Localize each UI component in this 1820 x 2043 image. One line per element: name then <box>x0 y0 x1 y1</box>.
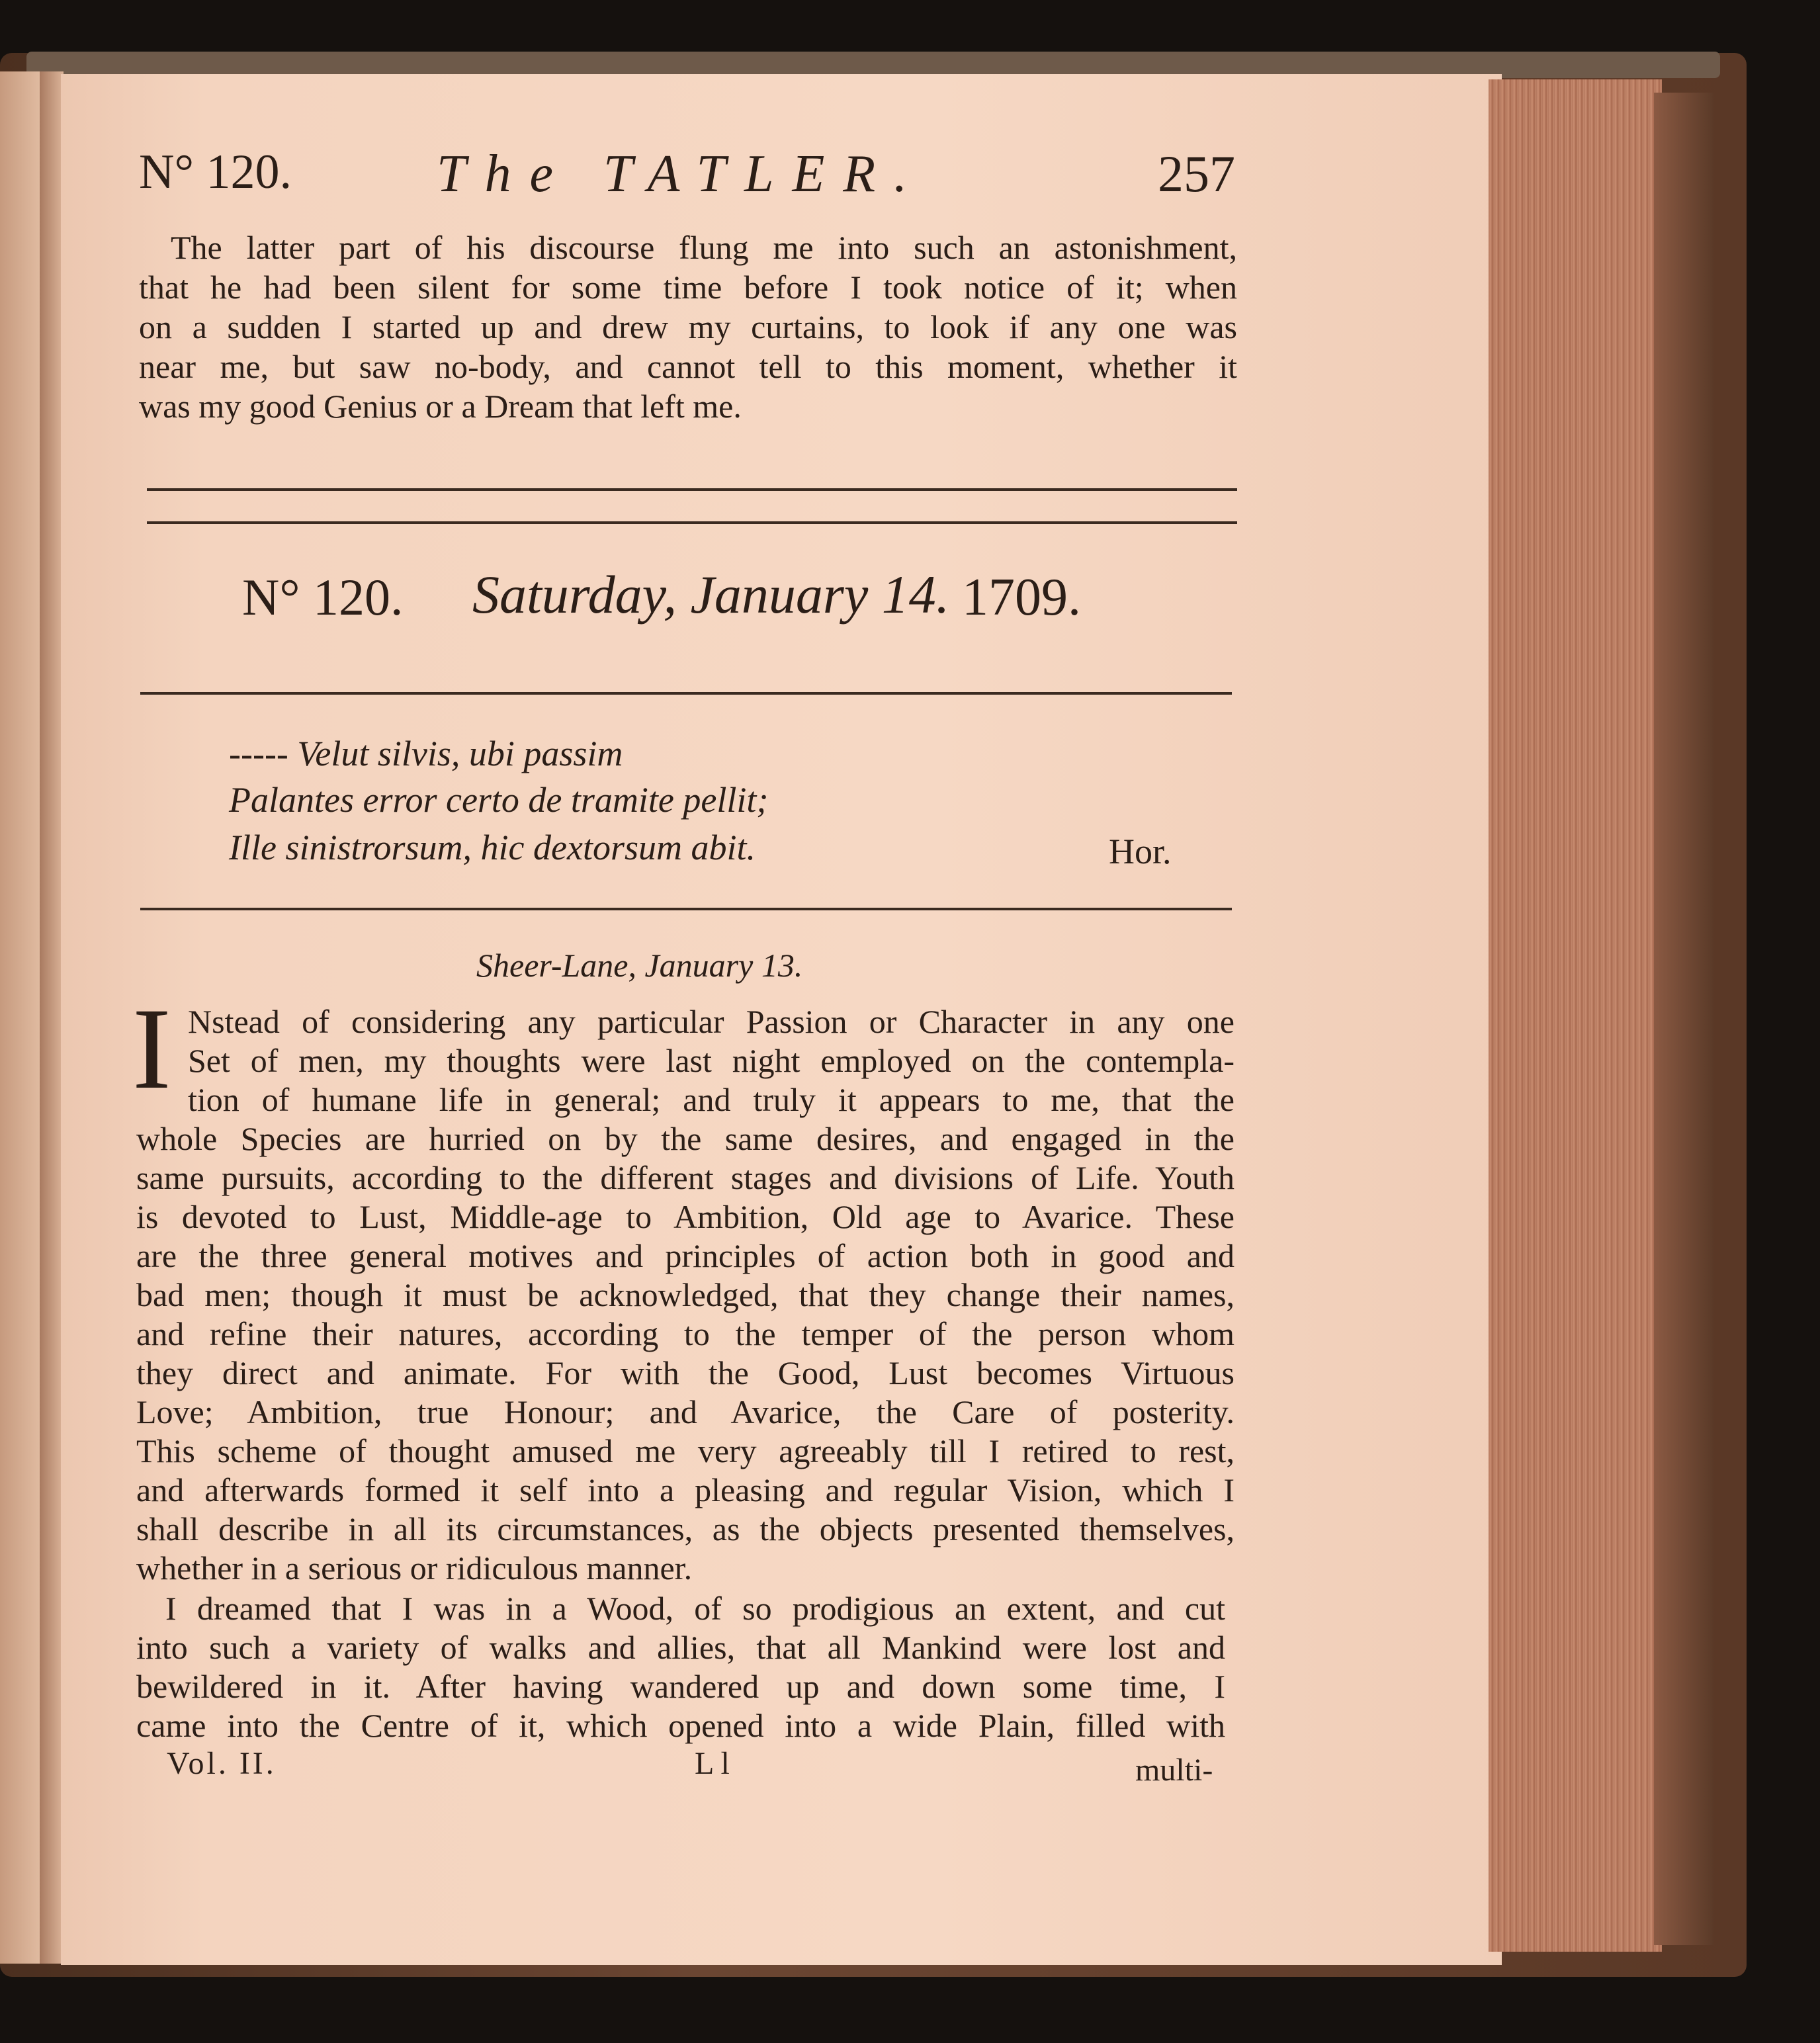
volume-label: Vol. II. <box>167 1746 277 1781</box>
header-title: The TATLER. <box>437 145 926 203</box>
cover-edge <box>1654 93 1713 1945</box>
body-line: whether in a serious or ridiculous manner. <box>136 1549 693 1587</box>
body-line: bad men; though it must be acknowledged, that they change their names, <box>136 1276 1235 1313</box>
issue-year: 1709. <box>962 568 1081 627</box>
epigraph-line: ----- Velut silvis, ubi passim <box>229 734 623 773</box>
body-line: I dreamed that I was in a Wood, of so prodigious an extent, and cut <box>165 1590 1225 1627</box>
body-line: same pursuits, according to the different stages and divisions of Life. Youth <box>136 1159 1235 1196</box>
dateline: Sheer-Lane, January 13. <box>476 947 803 984</box>
body-line: tion of humane life in general; and truly it appears to me, that the <box>188 1081 1235 1118</box>
catchword: multi- <box>1135 1753 1213 1788</box>
body-line: and refine their natures, according to the temper of the person whom <box>136 1315 1235 1352</box>
body-line: came into the Centre of it, which opened into a wide Plain, filled with <box>136 1707 1225 1744</box>
continuation-line: near me, but saw no-body, and cannot tell to this moment, whether it <box>139 348 1237 385</box>
continuation-line: was my good Genius or a Dream that left me. <box>139 388 742 425</box>
divider-rule <box>147 521 1237 524</box>
body-line: shall describe in all its circumstances, as the objects presented themselves, <box>136 1510 1235 1547</box>
epigraph-attribution: Hor. <box>1109 832 1172 871</box>
issue-number: N° 120. <box>242 568 404 626</box>
continuation-line: The latter part of his discourse flung me into such an astonishment, <box>171 229 1237 266</box>
header-issue-number: N° 120. <box>139 145 292 199</box>
issue-date: Saturday, January 14. <box>472 564 950 625</box>
body-line: they direct and animate. For with the Good, Lust becomes Virtuous <box>136 1354 1235 1391</box>
epigraph-line: Ille sinistrorsum, hic dextorsum abit. <box>229 828 756 867</box>
body-line: bewildered in it. After having wandered up and down some time, I <box>136 1668 1225 1705</box>
body-line: Love; Ambition, true Honour; and Avarice, the Care of posterity. <box>136 1393 1235 1430</box>
divider-rule <box>140 908 1232 910</box>
body-line: whole Species are hurried on by the same desires, and engaged in the <box>136 1120 1235 1157</box>
body-line: Nstead of considering any particular Passion or Character in any one <box>188 1003 1235 1040</box>
book-gutter <box>40 71 64 1964</box>
body-line: is devoted to Lust, Middle-age to Ambition, Old age to Avarice. These <box>136 1198 1235 1235</box>
body-line: and afterwards formed it self into a pleasing and regular Vision, which I <box>136 1471 1235 1508</box>
body-line: are the three general motives and principles of action both in good and <box>136 1237 1235 1274</box>
continuation-line: that he had been silent for some time before I took notice of it; when <box>139 269 1237 306</box>
body-line: This scheme of thought amused me very agreeably till I retired to rest, <box>136 1432 1235 1469</box>
body-line: into such a variety of walks and allies, that all Mankind were lost and <box>136 1629 1225 1666</box>
continuation-line: on a sudden I started up and drew my curtains, to look if any one was <box>139 308 1237 345</box>
page-number: 257 <box>1158 145 1235 202</box>
divider-rule <box>147 488 1237 491</box>
drop-cap: I <box>132 984 171 1113</box>
page-stack-edge <box>1489 79 1662 1952</box>
signature-mark: L l <box>695 1746 730 1781</box>
body-line: Set of men, my thoughts were last night employed on the contempla- <box>188 1042 1235 1079</box>
divider-rule <box>140 692 1232 695</box>
epigraph-line: Palantes error certo de tramite pellit; <box>229 780 769 820</box>
